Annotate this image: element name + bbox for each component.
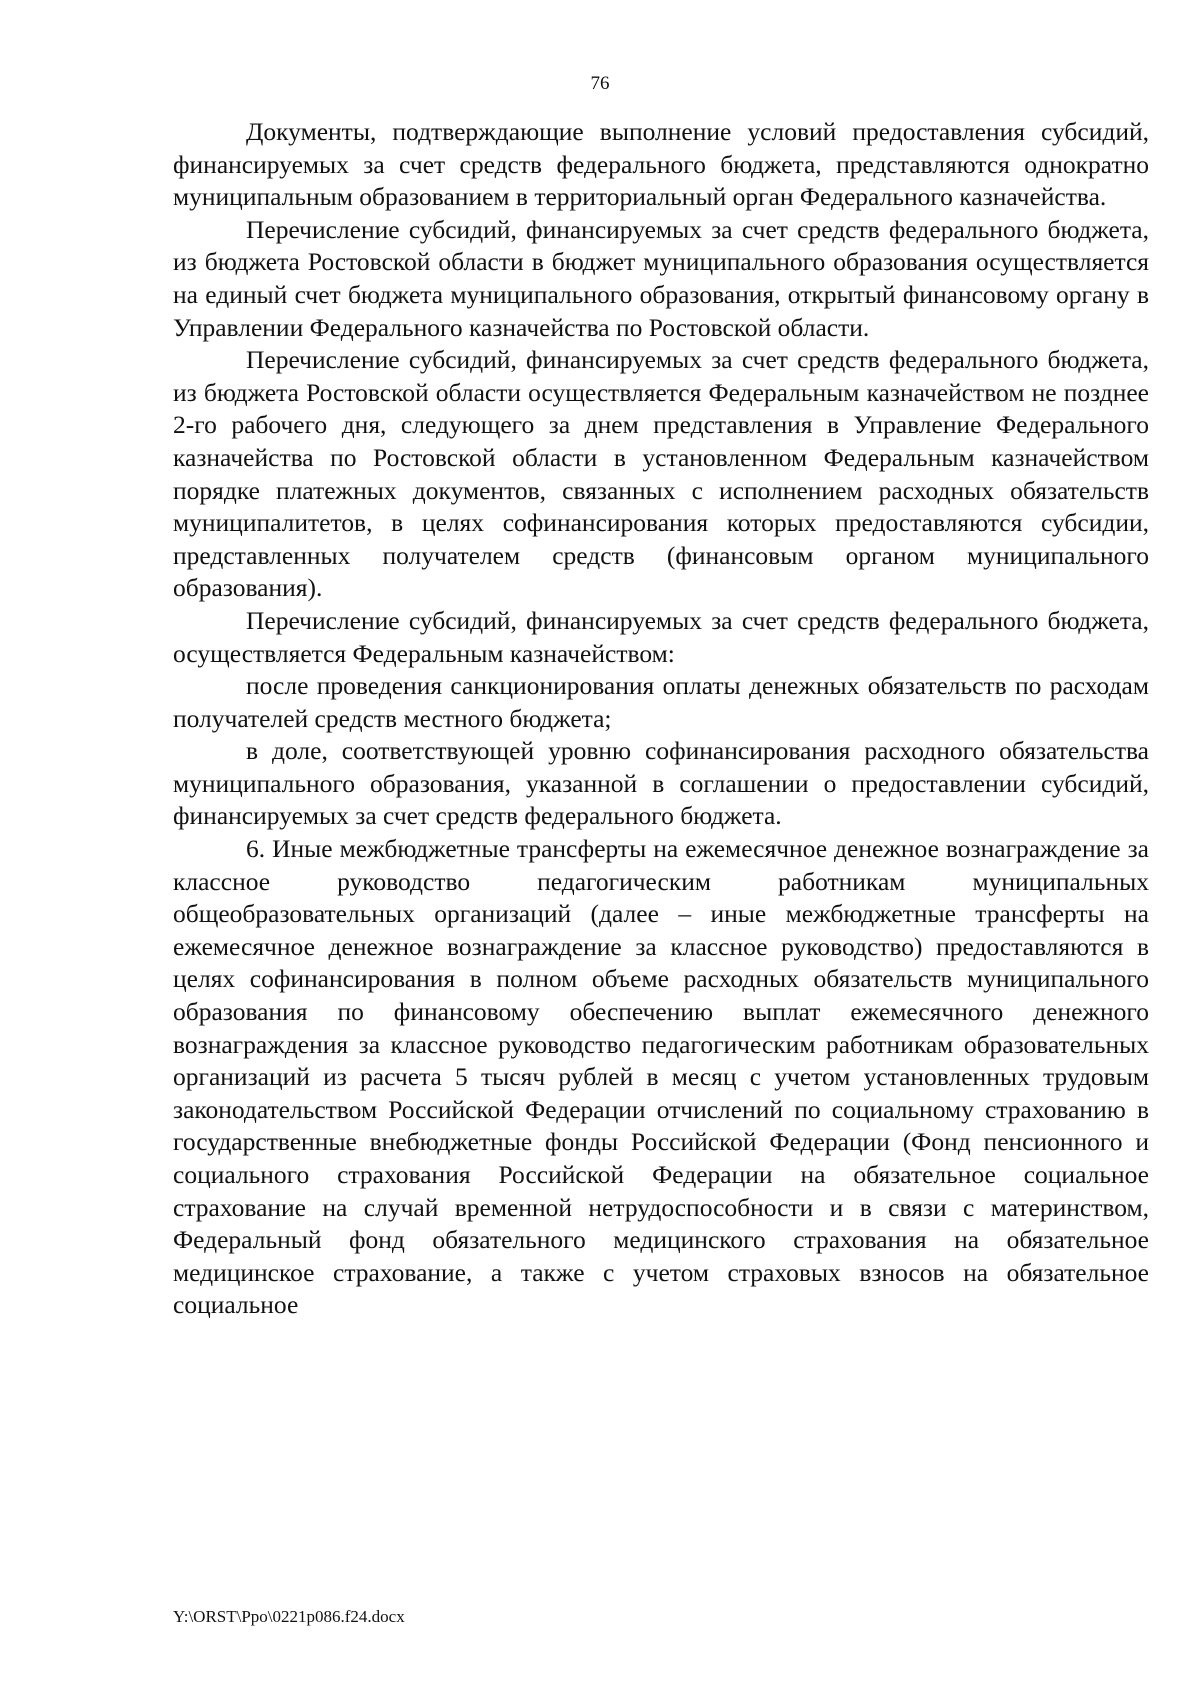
footer-file-path: Y:\ORST\Ppo\0221p086.f24.docx [173,1607,405,1626]
paragraph-cofinancing-share: в доле, соответствующей уровню софинансирования расходного обязательства муниципального образования, указанной в соглашении о предоставлении субсидий, финансируемых за счет средств федерального бюджета. [173,736,1149,831]
paragraph-transfer-single-account: Перечисление субсидий, финансируемых за счет средств федерального бюджета, из бюджета Ростовской области в бюджет муниципального образования осуществляется на единый счет бюджета муниципального образования, открытый финансовому органу в Управлении Федерального казначейства по Ростовской области. [173,214,1149,342]
paragraph-documents: Документы, подтверждающие выполнение условий предоставления субсидий, финансируемых за счет средств федерального бюджета, представляются однократно муниципальным образованием в территориальный орган Федерального казначейства. [173,117,1149,212]
document-body [173,116,1149,1322]
page-number: 76 [590,73,610,94]
paragraph-section-6: 6. Иные межбюджетные трансферты на ежемесячное денежное вознаграждение за классное руководство педагогическим работникам муниципальных общеобразовательных организаций (далее – иные межбюджетные трансферты на ежемесячное денежное вознаграждение за классное руководство) предоставляются в целях софинансирования в полном объеме расходных обязательств муниципального образования по финансовому обеспечению выплат ежемесячного денежного вознаграждения за классное руководство педагогическим работникам образовательных организаций из расчета 5 тысяч рублей в месяц с учетом установленных трудовым законодательством Российской Федерации отчислений по социальному страхованию в государственные внебюджетные фонды Российской Федерации (Фонд пенсионного и социального страхования Российской Федерации на обязательное социальное страхование на случай временной нетрудоспособности и в связи с материнством, Федеральный фонд обязательного медицинского страхования на обязательное медицинское страхование, а также с учетом страховых взносов на обязательное социальное [173,834,1149,1320]
paragraph-transfer-treasury: Перечисление субсидий, финансируемых за счет средств федерального бюджета, осуществляется Федеральным казначейством: [173,605,1149,668]
paragraph-transfer-deadline: Перечисление субсидий, финансируемых за счет средств федерального бюджета, из бюджета Ростовской области осуществляется Федеральным казначейством не позднее 2-го рабочего дня, следующего за днем представления в Управление Федерального казначейства по Ростовской области в установленном Федеральным казначейством порядке платежных документов, связанных с исполнением расходных обязательств муниципалитетов, в целях софинансирования которых предоставляются субсидии, представленных получателем средств (финансовым органом муниципального образования). [173,345,1149,603]
paragraph-after-sanctioning: после проведения санкционирования оплаты денежных обязательств по расходам получателей средств местного бюджета; [173,671,1149,733]
